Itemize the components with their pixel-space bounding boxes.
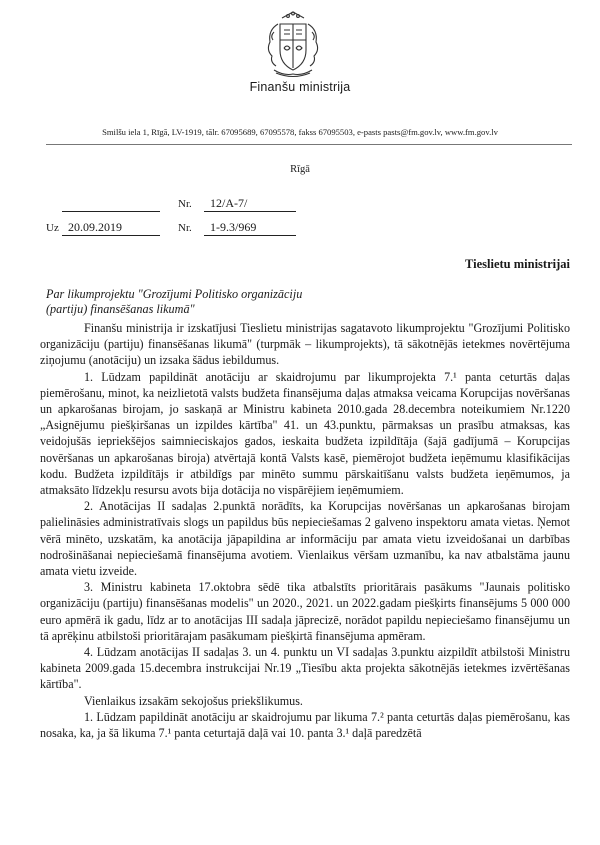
paragraph: 1. Lūdzam papildināt anotāciju ar skaidrojumu par likuma 7.² panta ceturtās daļas piemērošanu, kas nosaka, ka, ja šā likuma 7.¹ panta ceturtajā daļā vai 10. panta 3.¹ daļā paredzētā xyxy=(40,709,570,741)
reference-label: Uz xyxy=(46,222,59,234)
reference-number: 1-9.3/969 xyxy=(210,220,257,234)
paragraph: 3. Ministru kabineta 17.oktobra sēdē tika atbalstīts prioritārais pasākums "Jaunais politisko organizāciju (partiju) finansēšanas modelis" un 2020., 2021. un 2022.gadam piešķirts finansējums 5 000 000 euro apmērā ik gadu, līdz ar to anotācijas III sadaļa jāprecizē, norādot papildu nepieciešamo finansējumu un tā aprēķinu atbilstoši prioritārajam pasākumam piešķirtā finansējuma apmēram. xyxy=(40,580,570,643)
paragraph: Finanšu ministrija ir izskatījusi Tieslietu ministrijas sagatavoto likumprojektu "Grozījumi Politisko organizāciju (partiju) finansēšanas likumā" (turpmāk – likumprojekts), tā sākotnējās ietekmes novērtējuma ziņojumu (anotāciju) un izsaka šādus iebildumus. xyxy=(40,321,570,368)
coat-of-arms-icon xyxy=(260,10,326,80)
letter-subject: Par likumprojektu "Grozījumi Politisko organizāciju (partiju) finansēšanas likumā" xyxy=(46,287,303,316)
ministry-name: Finanšu ministrija xyxy=(249,80,351,94)
reference-number-label: Nr. xyxy=(178,222,192,234)
addressee: Tieslietu ministrijai xyxy=(465,257,570,271)
header-divider xyxy=(46,144,572,145)
paragraph: 1. Lūdzam papildināt anotāciju ar skaidrojumu par likumprojekta 7.¹ panta ceturtās daļas piemērošanu, minot, ka neizlietotā valsts budžeta finansējuma daļas atmaksa veicama Korupcijas novēršanas un apkarošanas birojam, jo saskaņā ar Ministru kabineta 2010.gada 28.decembra noteikumiem Nr.1220 „Asignējumu piešķiršanas un izpildes kārtība" 41. un 43.punktu, pārmaksas un prasību atmaksas, kas veidojušās iepriekšējos saimnieciskajos gados, ieskaita budžeta izpildītāja (šajā gadījumā – Korupcijas novēršanas un apkarošanas biroja) atvērtajā kontā Valsts kasē, piemērojot budžeta ieņēmumu klasifikācijas kodu. Budžeta izpildītājs ir atbildīgs par minēto summu pārskaitīšanu valsts budžeta ieņēmumos, ja atmaksāto līdzekļu resursu avots bija dotācija no vispārējiem ieņēmumiem. xyxy=(40,369,570,498)
number-label: Nr. xyxy=(178,198,192,210)
date-blank-line xyxy=(62,198,160,212)
contact-address: Smilšu iela 1, Rīgā, LV-1919, tālr. 67095689, 67095578, fakss 67095503, e-pasts pasts@fm.gov.lv, www.fm.gov.lv xyxy=(102,127,498,137)
paragraph: 4. Lūdzam anotācijas II sadaļas 3. un 4. punktu un VI sadaļas 3.punktu aizpildīt atbilstoši Ministru kabineta 2009.gada 15.decembra instrukcijai Nr.19 „Tiesību akta projekta sākotnējās ietekmes izvērtēšanas kārtība". xyxy=(40,645,570,692)
paragraph: 2. Anotācijas II sadaļas 2.punktā norādīts, ka Korupcijas novēršanas un apkarošanas birojam palielināsies administratīvais slogs un papildus būs nepieciešamas 2 galveno inspektoru amata vietas. Ņemot vērā minēto, uzskatām, ka anotācija jāpapildina ar informāciju par amata vietu izveidošanai un darbības nodrošināšanai nepieciešamā finansējuma avotiem. Vienlaikus vēršam uzmanību, ka nav atbalstāma jaunu amata vietu izveide. xyxy=(40,499,570,579)
document-number: 12/A-7/ xyxy=(210,196,248,210)
place-name: Rīgā xyxy=(290,164,310,175)
paragraph: Vienlaikus izsakām sekojošus priekšlikumus. xyxy=(84,693,303,708)
reference-date: 20.09.2019 xyxy=(68,220,122,234)
letter-body xyxy=(40,320,570,741)
